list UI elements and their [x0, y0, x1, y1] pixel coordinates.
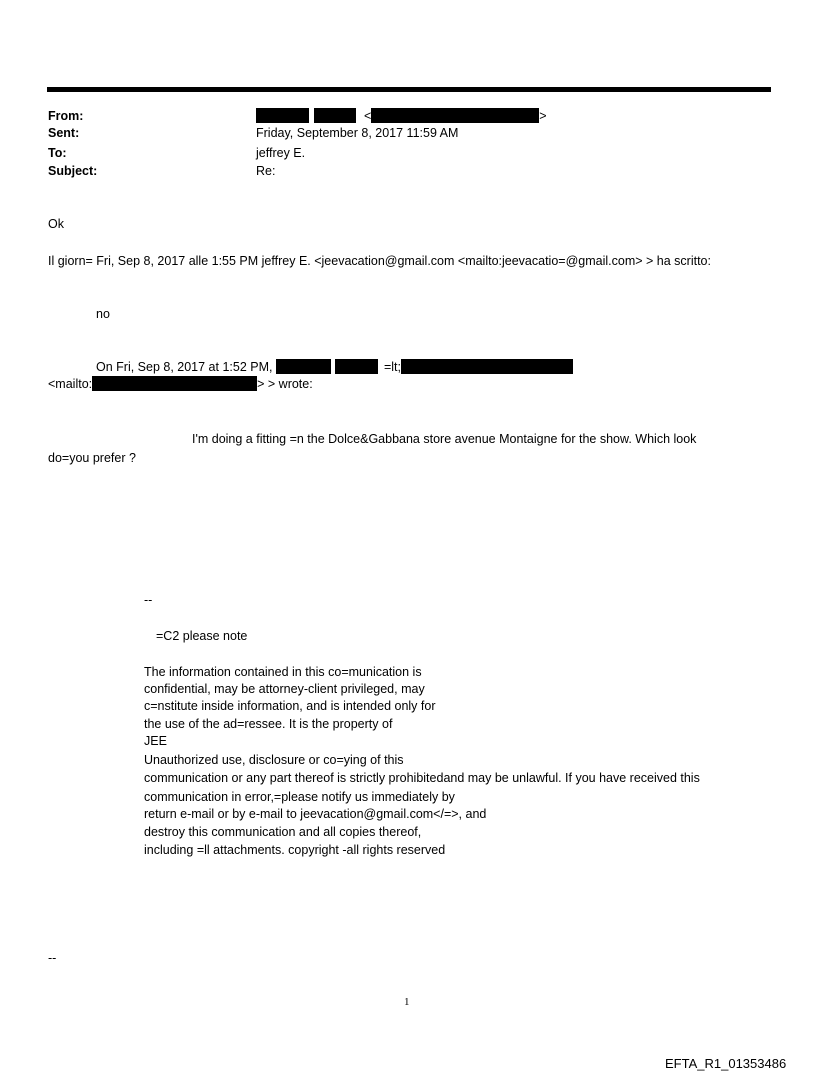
- closing-dashes: --: [48, 951, 57, 965]
- reply-text: Ok: [48, 217, 64, 231]
- disclaimer-line: destroy this communication and all copies thereof,: [144, 825, 422, 839]
- redaction-block: [256, 108, 309, 123]
- page-number: 1: [404, 996, 410, 1008]
- on-prefix: On Fri, Sep 8, 2017 at 1:52 PM,: [96, 360, 273, 374]
- disclaimer-line: communication or any part thereof is strictly prohibitedand may be unlawful. If you have received this: [144, 771, 700, 785]
- redaction-block: [314, 108, 356, 123]
- disclaimer-line: JEE: [144, 734, 167, 748]
- disclaimer-line: confidential, may be attorney-client privileged, may: [144, 682, 425, 696]
- disclaimer-line: the use of the ad=ressee. It is the property of: [144, 717, 393, 731]
- mailto-prefix: <mailto:: [48, 377, 93, 391]
- from-value: [256, 108, 547, 125]
- from-gt: >: [539, 109, 547, 123]
- to-label: To:: [48, 146, 67, 160]
- redaction-block: [401, 359, 573, 374]
- disclaimer-line: The information contained in this co=munication is: [144, 665, 422, 679]
- signature-dashes: --: [144, 593, 153, 607]
- please-note: =C2 please note: [156, 629, 248, 643]
- mailto-line: [48, 376, 313, 393]
- from-label: From:: [48, 109, 84, 123]
- no-text: no: [96, 307, 110, 321]
- redaction-block: [335, 359, 378, 374]
- to-value: jeffrey E.: [256, 146, 306, 160]
- disclaimer-line: including =ll attachments. copyright -all rights reserved: [144, 843, 446, 857]
- fitting-line-1: I'm doing a fitting =n the Dolce&Gabbana store avenue Montaigne for the show. Which look: [192, 432, 697, 446]
- wrote-text: > > wrote:: [257, 377, 313, 391]
- quote-intro: Il giorn= Fri, Sep 8, 2017 alle 1:55 PM jeffrey E. <jeevacation@gmail.com <mailto:jeevacatio=@gmail.com> > ha scritto:: [48, 254, 711, 268]
- subject-label: Subject:: [48, 164, 98, 178]
- subject-value: Re:: [256, 164, 276, 178]
- document-id: EFTA_R1_01353486: [665, 1056, 787, 1071]
- redaction-block: [371, 108, 539, 123]
- sent-value: Friday, September 8, 2017 11:59 AM: [256, 126, 459, 140]
- disclaimer-line: communication in error,=please notify us immediately by: [144, 790, 455, 804]
- header-rule: [47, 87, 771, 92]
- on-line: [96, 359, 573, 376]
- redaction-block: [92, 376, 257, 391]
- from-lt: <: [363, 109, 372, 123]
- sent-label: Sent:: [48, 126, 80, 140]
- fitting-line-2: do=you prefer ?: [48, 451, 136, 465]
- redaction-block: [276, 359, 331, 374]
- on-lt: =lt;: [383, 360, 401, 374]
- disclaimer-line: Unauthorized use, disclosure or co=ying of this: [144, 753, 404, 767]
- disclaimer-line: c=nstitute inside information, and is intended only for: [144, 699, 436, 713]
- disclaimer-line: return e-mail or by e-mail to jeevacation@gmail.com</=>, and: [144, 807, 487, 821]
